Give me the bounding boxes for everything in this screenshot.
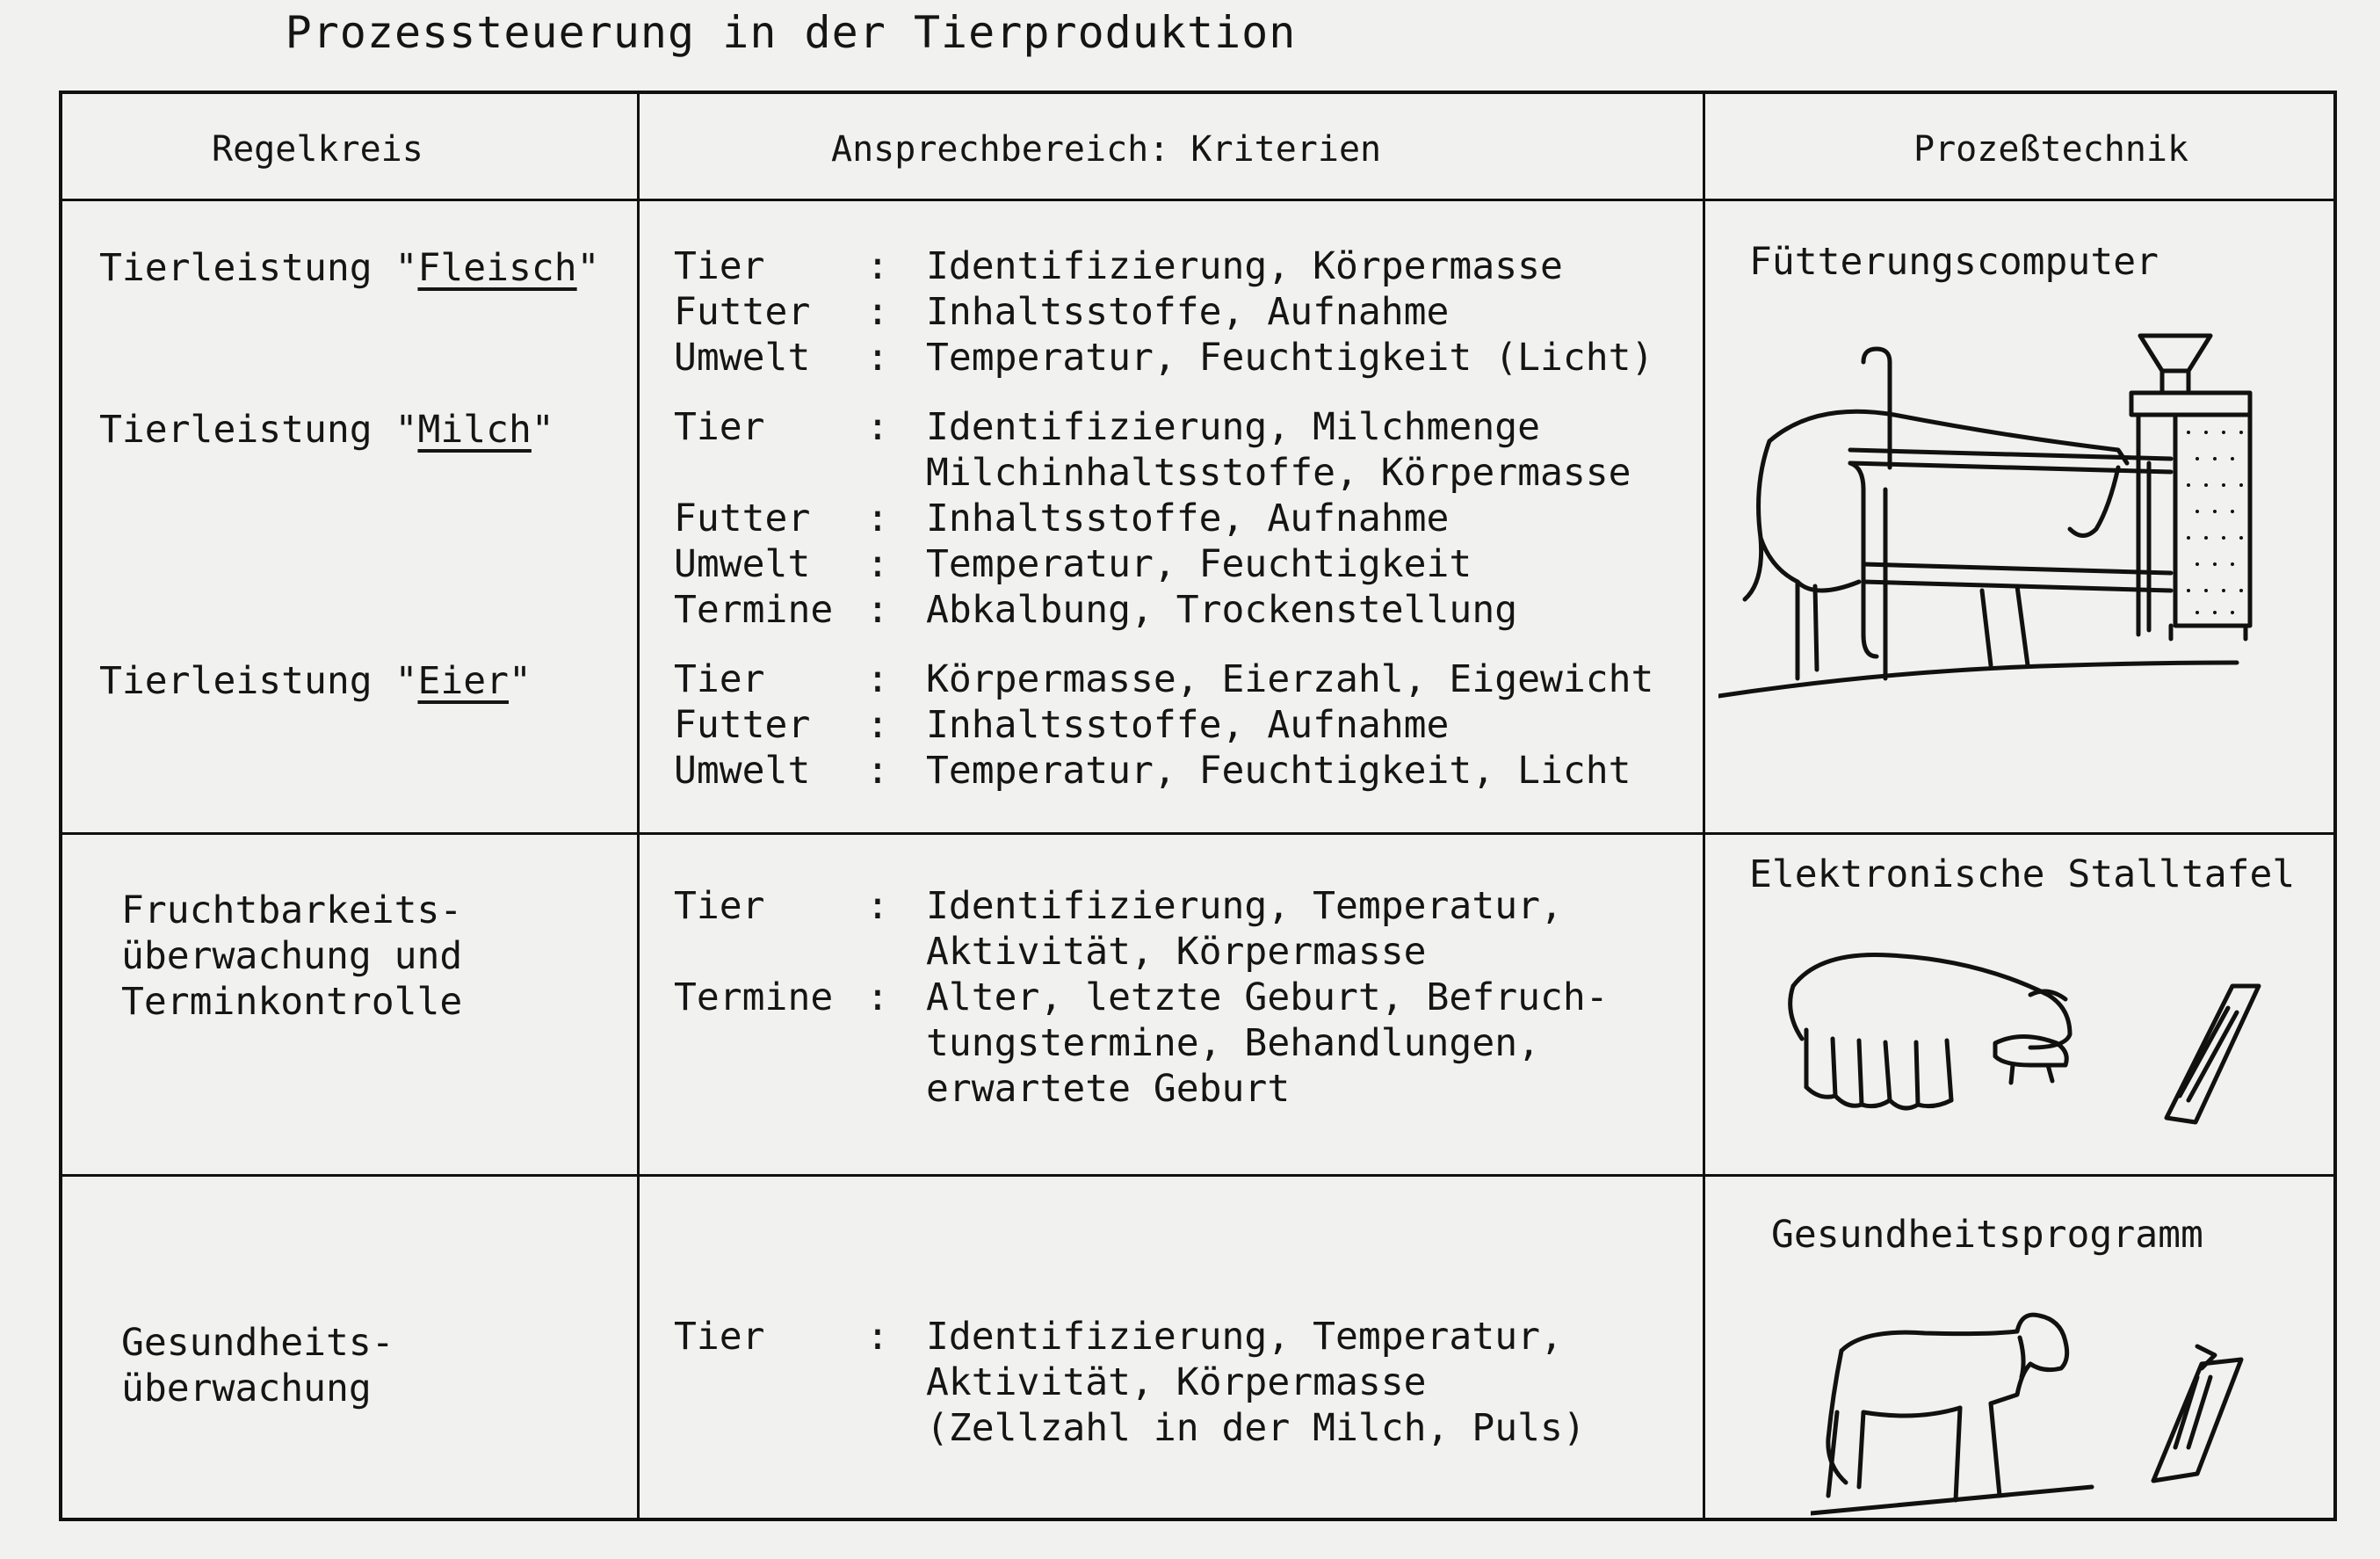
process-table [59,91,2337,1521]
criteria-colons-eier: : : : [866,657,889,793]
criteria-labels-gesundheit: Tier [674,1315,765,1359]
criteria-labels-fruchtbarkeit: Tier Termine [674,884,834,1019]
keyword-milch: Milch [417,408,532,452]
criteria-colons-fleisch: : : : [866,244,889,380]
criteria-colons-milch: : : : : [866,405,889,632]
technik-feeding-label: Fütterungscomputer [1749,240,2159,284]
keyword-fleisch: Fleisch [417,246,577,290]
header-divider [62,199,2333,201]
row-divider-2 [62,1174,2333,1177]
keyword-eier: Eier [417,659,509,703]
criteria-labels-eier: Tier Futter Umwelt [674,657,811,793]
regelkreis-fruchtbarkeit: Fruchtbarkeits- überwachung und Terminkontrolle [121,888,463,1024]
column-divider-2 [1703,94,1705,1518]
row-divider-1 [62,832,2333,835]
criteria-values-eier: Körpermasse, Eierzahl, Eigewicht Inhaltsstoffe, Aufnahme Temperatur, Feuchtigkeit, Licht [926,657,1654,793]
header-regelkreis: Regelkreis [212,129,423,170]
header-kriterien: Ansprechbereich: Kriterien [831,129,1382,170]
criteria-values-fleisch: Identifizierung, Körpermasse Inhaltsstoffe, Aufnahme Temperatur, Feuchtigkeit (Licht) [926,244,1654,380]
header-prozesstechnik: Prozeßtechnik [1913,129,2189,170]
criteria-values-milch: Identifizierung, Milchmenge Milchinhaltsstoffe, Körpermasse Inhaltsstoffe, Aufnahme Temperatur, Feuchtigkeit Abkalbung, Trockenstellung [926,405,1631,632]
cow-feeding-station-icon [1718,318,2333,714]
criteria-colons-fruchtbarkeit: : : [866,884,889,1019]
calf-thermometer-icon [1811,1307,2285,1518]
regelkreis-gesundheit: Gesundheits- überwachung [121,1321,394,1410]
column-divider-1 [637,94,640,1518]
criteria-values-fruchtbarkeit: Identifizierung, Temperatur, Aktivität, Körpermasse Alter, letzte Geburt, Befruch- tungstermine, Behandlungen, erwartete Geburt [926,884,1609,1111]
criteria-labels-fleisch: Tier Futter Umwelt [674,244,811,380]
sow-piglets-icon [1767,933,2311,1144]
technik-health-label: Gesundheitsprogramm [1771,1213,2203,1257]
regelkreis-milch: Tierleistung "Milch" [99,408,554,452]
criteria-labels-milch: Tier Futter Umwelt Termine [674,405,834,632]
technik-stall-label: Elektronische Stalltafel [1749,852,2296,896]
criteria-colons-gesundheit: : [866,1315,889,1359]
page-title: Prozessteuerung in der Tierproduktion [285,7,1297,58]
criteria-values-gesundheit: Identifizierung, Temperatur, Aktivität, Körpermasse (Zellzahl in der Milch, Puls) [926,1315,1586,1450]
regelkreis-fleisch: Tierleistung "Fleisch" [99,246,600,290]
regelkreis-eier: Tierleistung "Eier" [99,659,532,703]
